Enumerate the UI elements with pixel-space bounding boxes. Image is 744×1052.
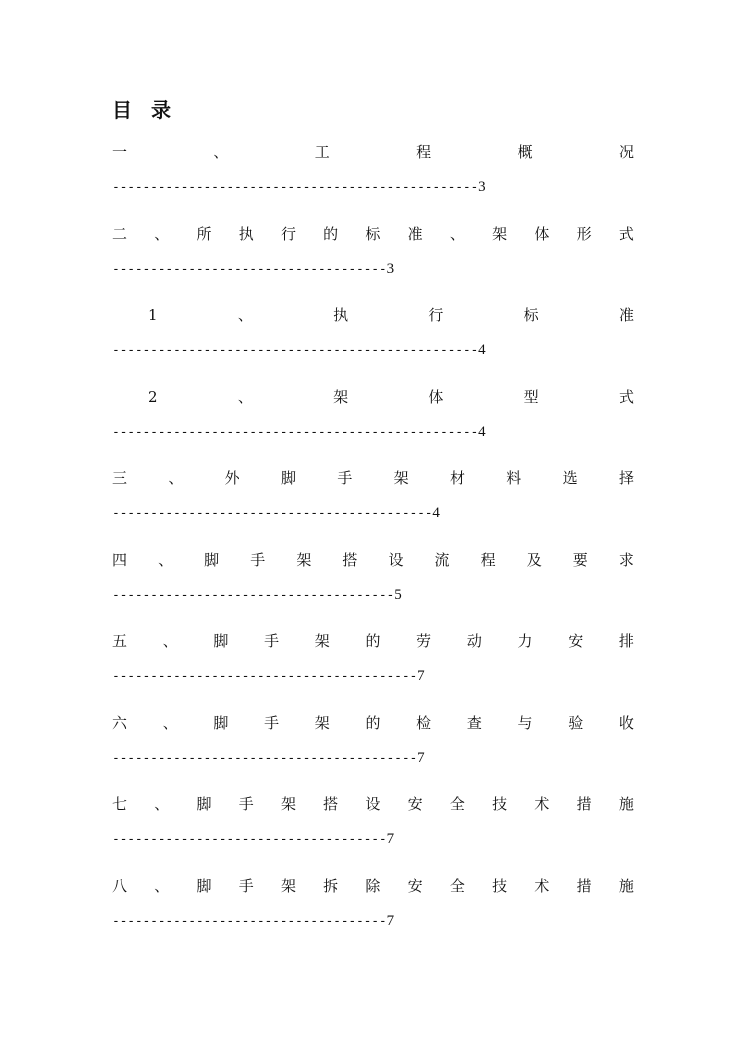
heading-char: 技 [492,876,508,895]
heading-char: 、 [158,550,174,569]
heading-char: 手 [238,795,254,813]
heading-char: 执 [333,306,349,324]
toc-entry-heading [112,792,634,816]
toc-entry[interactable] [112,629,634,684]
heading-char: 择 [618,469,634,487]
heading-char: 三 [112,469,128,487]
heading-char: 准 [618,306,634,324]
heading-char: 术 [534,795,550,813]
heading-char: 式 [618,387,634,406]
heading-char: 工 [314,143,330,161]
heading-char: 手 [238,876,254,895]
heading-char: 的 [323,224,339,243]
heading-char: 求 [618,550,634,569]
toc-entry-heading [112,140,634,164]
toc-entry[interactable] [112,874,634,929]
heading-char: 的 [365,632,381,650]
heading-char: 除 [365,876,381,895]
heading-char: 架 [333,387,349,406]
heading-char: 料 [506,469,522,487]
heading-char: 收 [618,713,634,732]
heading-char: 况 [618,143,634,161]
toc-entry-heading [112,466,634,490]
heading-char: 脚 [196,876,212,895]
heading-char: 手 [250,550,266,569]
heading-char: 设 [388,550,404,569]
heading-char: 的 [365,713,381,732]
heading-char: 架 [280,795,296,813]
heading-char: 手 [264,713,280,732]
heading-char: 体 [428,387,444,406]
page-number: 7 [417,749,425,766]
heading-char: 脚 [280,469,296,487]
toc-entry-heading [112,874,634,898]
toc-leader [112,423,485,442]
heading-char: 全 [449,795,465,813]
page-number: 3 [386,260,394,277]
heading-char: 施 [618,876,634,895]
heading-char: 标 [365,224,381,243]
heading-char: 手 [337,469,353,487]
toc-leader [112,178,485,197]
heading-char: 所 [196,224,212,243]
page-number: 5 [394,586,402,603]
heading-char: 标 [523,306,539,324]
heading-char: 搭 [342,550,358,569]
toc-entry[interactable] [112,792,634,847]
leader-dashes: ---------------------------------------- [112,750,418,766]
heading-char: 检 [416,713,432,732]
toc-entry-heading [112,629,634,653]
heading-char: 选 [562,469,578,487]
heading-char: 与 [517,713,533,732]
toc-leader [112,912,394,931]
heading-char: 措 [576,876,592,895]
heading-char: 材 [449,469,465,487]
heading-char: 行 [280,224,296,243]
toc-entry[interactable] [112,303,634,358]
heading-char: 外 [224,469,240,487]
leader-dashes: ------------------------------------------------ [112,180,479,195]
leader-dashes: ------------------------------------------------ [112,424,479,440]
heading-char: 施 [618,795,634,813]
heading-char: 及 [526,550,542,569]
heading-char: 形 [576,224,592,243]
heading-char: 一 [112,143,128,161]
heading-char: 五 [112,632,128,650]
toc-leader [112,260,394,279]
heading-char: 、 [162,713,178,732]
heading-char: 脚 [213,632,229,650]
page-number: 4 [478,423,486,440]
heading-char: 概 [517,143,533,161]
heading-char: 流 [434,550,450,569]
heading-char: 排 [618,632,634,650]
toc-leader [112,504,440,523]
heading-char: 脚 [196,795,212,813]
heading-char: 型 [523,387,539,406]
page-number: 3 [478,179,486,195]
heading-char: 行 [428,306,444,324]
heading-char: 动 [466,632,482,650]
heading-char: 、 [162,632,178,650]
heading-char: 、 [449,224,465,243]
leader-dashes: ------------------------------------ [112,913,387,929]
heading-char: 、 [154,224,170,243]
heading-char: 要 [572,550,588,569]
heading-char: 、 [154,795,170,813]
toc-leader [112,341,485,360]
heading-char: 、 [168,469,184,487]
leader-dashes: ------------------------------------ [112,832,387,847]
heading-char: 架 [314,632,330,650]
toc-entry-heading [112,303,634,327]
heading-char: 、 [237,387,253,406]
heading-char: 、 [237,306,253,324]
heading-char: 、 [213,143,229,161]
heading-char: 验 [568,713,584,732]
toc-entry-heading [112,385,634,409]
heading-char: 式 [618,224,634,243]
page-number: 7 [386,831,394,847]
page-number: 7 [386,912,394,929]
heading-char: 安 [407,795,423,813]
heading-char: 七 [112,795,128,813]
heading-char: 2 [148,387,158,406]
toc-leader [112,749,424,768]
heading-char: 脚 [213,713,229,732]
heading-char: 架 [393,469,409,487]
heading-char: 查 [466,713,482,732]
heading-char: 拆 [323,876,339,895]
toc-entry[interactable] [112,385,634,440]
leader-dashes: ------------------------------------------------ [112,343,479,358]
leader-dashes: ------------------------------------ [112,261,387,277]
heading-char: 1 [148,306,158,324]
heading-char: 程 [416,143,432,161]
heading-char: 手 [264,632,280,650]
toc-entry[interactable] [112,548,634,603]
page-number: 4 [432,505,440,521]
heading-char: 六 [112,713,128,732]
toc-entry[interactable] [112,140,634,195]
heading-char: 架 [314,713,330,732]
toc-entry-heading [112,711,634,735]
heading-char: 执 [238,224,254,243]
toc-entry[interactable] [112,711,634,766]
heading-char: 技 [492,795,508,813]
heading-char: 搭 [323,795,339,813]
page-number: 4 [478,342,486,358]
heading-char: 设 [365,795,381,813]
leader-dashes: ------------------------------------- [112,587,395,603]
heading-char: 力 [517,632,533,650]
heading-char: 二 [112,224,128,243]
toc-entry[interactable] [112,222,634,277]
heading-char: 措 [576,795,592,813]
toc-title: 目 录 [112,98,177,122]
leader-dashes: ---------------------------------------- [112,669,418,684]
heading-char: 体 [534,224,550,243]
heading-char: 架 [280,876,296,895]
toc-entry[interactable] [112,466,634,521]
heading-char: 安 [568,632,584,650]
toc-leader [112,667,424,686]
heading-char: 八 [112,876,128,895]
heading-char: 劳 [416,632,432,650]
heading-char: 安 [407,876,423,895]
heading-char: 四 [112,550,128,569]
heading-char: 准 [407,224,423,243]
heading-char: 程 [480,550,496,569]
heading-char: 架 [492,224,508,243]
heading-char: 全 [449,876,465,895]
toc-leader [112,830,394,849]
toc-entry-heading [112,548,634,572]
toc-entry-heading [112,222,634,246]
leader-dashes: ------------------------------------------ [112,506,433,521]
toc-leader [112,586,402,605]
heading-char: 术 [534,876,550,895]
page-number: 7 [417,668,425,684]
heading-char: 架 [296,550,312,569]
heading-char: 脚 [204,550,220,569]
heading-char: 、 [154,876,170,895]
